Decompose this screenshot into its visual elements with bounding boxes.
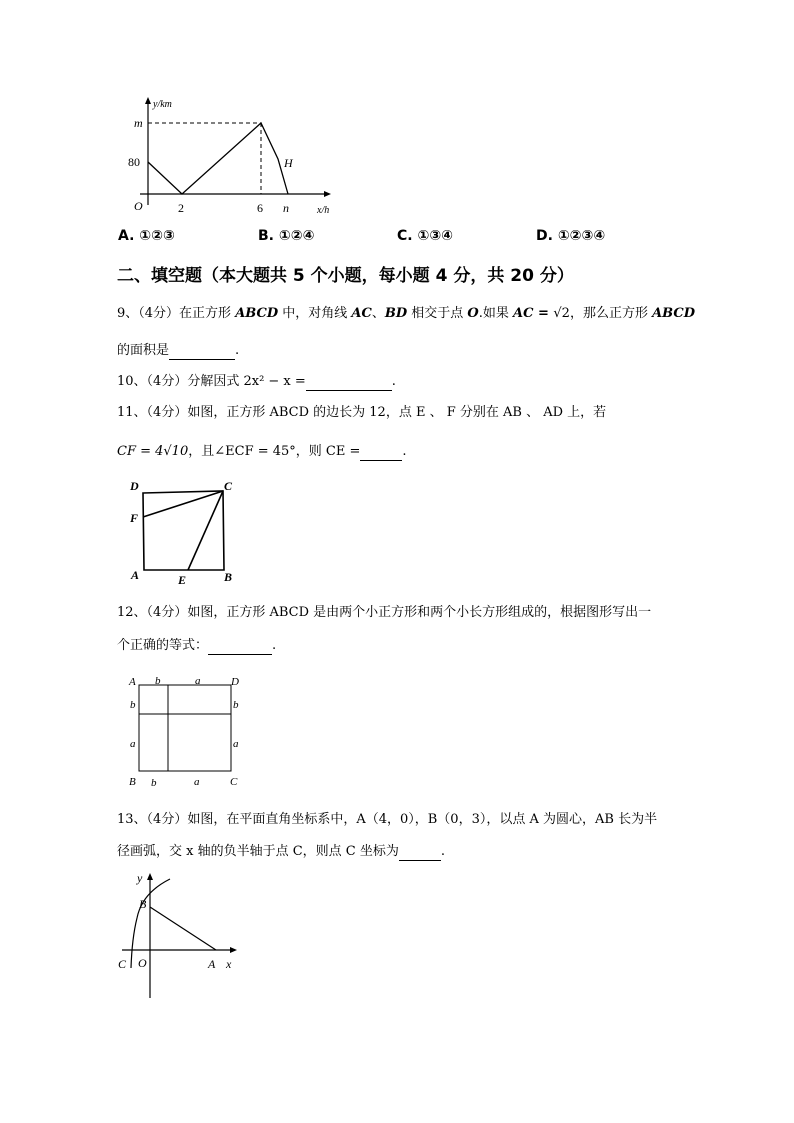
option-text: ①③④ <box>417 228 454 244</box>
answer-blank[interactable] <box>169 345 235 360</box>
tick-2-label: 2 <box>178 201 184 215</box>
label-a-bottom: a <box>194 776 200 788</box>
square-partition-figure <box>124 672 254 794</box>
origin-label: O <box>134 199 143 213</box>
answer-blank[interactable] <box>306 376 392 391</box>
question-9-line2: 的面积是 . <box>117 343 240 358</box>
label-D: D <box>130 479 139 493</box>
v80-label: 80 <box>128 155 140 169</box>
question-12-line2: 个正确的等式： . <box>117 638 277 653</box>
square-ecf-figure <box>126 478 246 588</box>
option-c[interactable] <box>397 228 453 244</box>
section-heading: 二、填空题（本大题共 5 个小题，每小题 4 分，共 20 分） <box>117 266 574 286</box>
outer-square <box>139 685 231 771</box>
option-letter: D. <box>536 228 553 244</box>
option-text: ①②③④ <box>557 228 606 244</box>
label-b-top: b <box>155 675 161 687</box>
label-y: y <box>137 871 143 885</box>
x-axis-label: x/h <box>317 205 330 216</box>
label-C: C <box>118 957 127 971</box>
line-cf <box>143 491 223 517</box>
option-a[interactable] <box>118 228 175 244</box>
question-13-line1: 13、（4分）如图，在平面直角坐标系中，A（4，0），B（0，3），以点 A 为圆心，AB 长为半 <box>117 812 658 827</box>
question-12-line1: 12、（4分）如图，正方形 ABCD 是由两个小正方形和两个小长方形组成的，根据图形写出一 <box>117 605 652 620</box>
label-D: D <box>231 676 239 688</box>
answer-blank[interactable] <box>399 846 441 861</box>
label-C: C <box>230 776 238 788</box>
label-b-left: b <box>130 699 136 711</box>
label-B: B <box>129 776 136 788</box>
coordinate-arc-figure <box>112 868 247 1003</box>
label-E: E <box>178 573 187 587</box>
distance-time-graph <box>120 95 340 220</box>
question-10: 10、（4分）分解因式 2x² − x = . <box>117 374 396 389</box>
square <box>143 491 224 570</box>
label-b-bottom: b <box>151 777 157 789</box>
y-axis-arrow <box>145 97 151 104</box>
question-9-line1: 9、（4分）在正方形 ABCD 中，对角线 AC、BD 相交于点 O.如果 AC = √2，那么正方形 ABCD <box>117 306 696 321</box>
label-a-right: a <box>233 738 239 750</box>
m-label: m <box>134 116 143 130</box>
question-11-line2: CF = 4√10，且∠ECF = 45°，则 CE = . <box>117 444 407 459</box>
H-label: H <box>284 156 293 170</box>
segment-AB <box>150 907 216 950</box>
label-A: A <box>131 568 140 582</box>
answer-blank[interactable] <box>360 446 402 461</box>
label-C: C <box>224 479 233 493</box>
y-axis-arrow <box>147 873 153 880</box>
option-b[interactable] <box>258 228 314 244</box>
option-d[interactable] <box>536 228 605 244</box>
line-ce <box>188 491 223 570</box>
label-F: F <box>130 511 139 525</box>
tick-n-label: n <box>283 201 289 215</box>
label-x: x <box>226 957 232 971</box>
option-letter: A. <box>118 228 135 244</box>
option-letter: C. <box>397 228 413 244</box>
label-O: O <box>138 956 147 970</box>
x-axis-arrow <box>324 191 331 197</box>
label-a-top: a <box>195 675 201 687</box>
y-axis-label: y/km <box>153 99 172 110</box>
option-letter: B. <box>258 228 274 244</box>
option-text: ①②③ <box>139 228 175 244</box>
graph-line <box>148 123 288 194</box>
label-A: A <box>208 957 216 971</box>
x-axis-arrow <box>230 947 237 953</box>
label-a-left: a <box>130 738 136 750</box>
tick-6-label: 6 <box>257 201 263 215</box>
label-B: B <box>224 570 233 584</box>
label-b-right: b <box>233 699 239 711</box>
label-B: B <box>139 897 147 911</box>
question-13-line2: 径画弧，交 x 轴的负半轴于点 C，则点 C 坐标为 . <box>117 844 446 859</box>
question-11-line1: 11、（4分）如图，正方形 ABCD 的边长为 12，点 E 、 F 分别在 AB 、 AD 上，若 <box>117 405 607 420</box>
answer-blank[interactable] <box>208 640 272 655</box>
option-text: ①②④ <box>278 228 315 244</box>
label-A: A <box>129 676 136 688</box>
